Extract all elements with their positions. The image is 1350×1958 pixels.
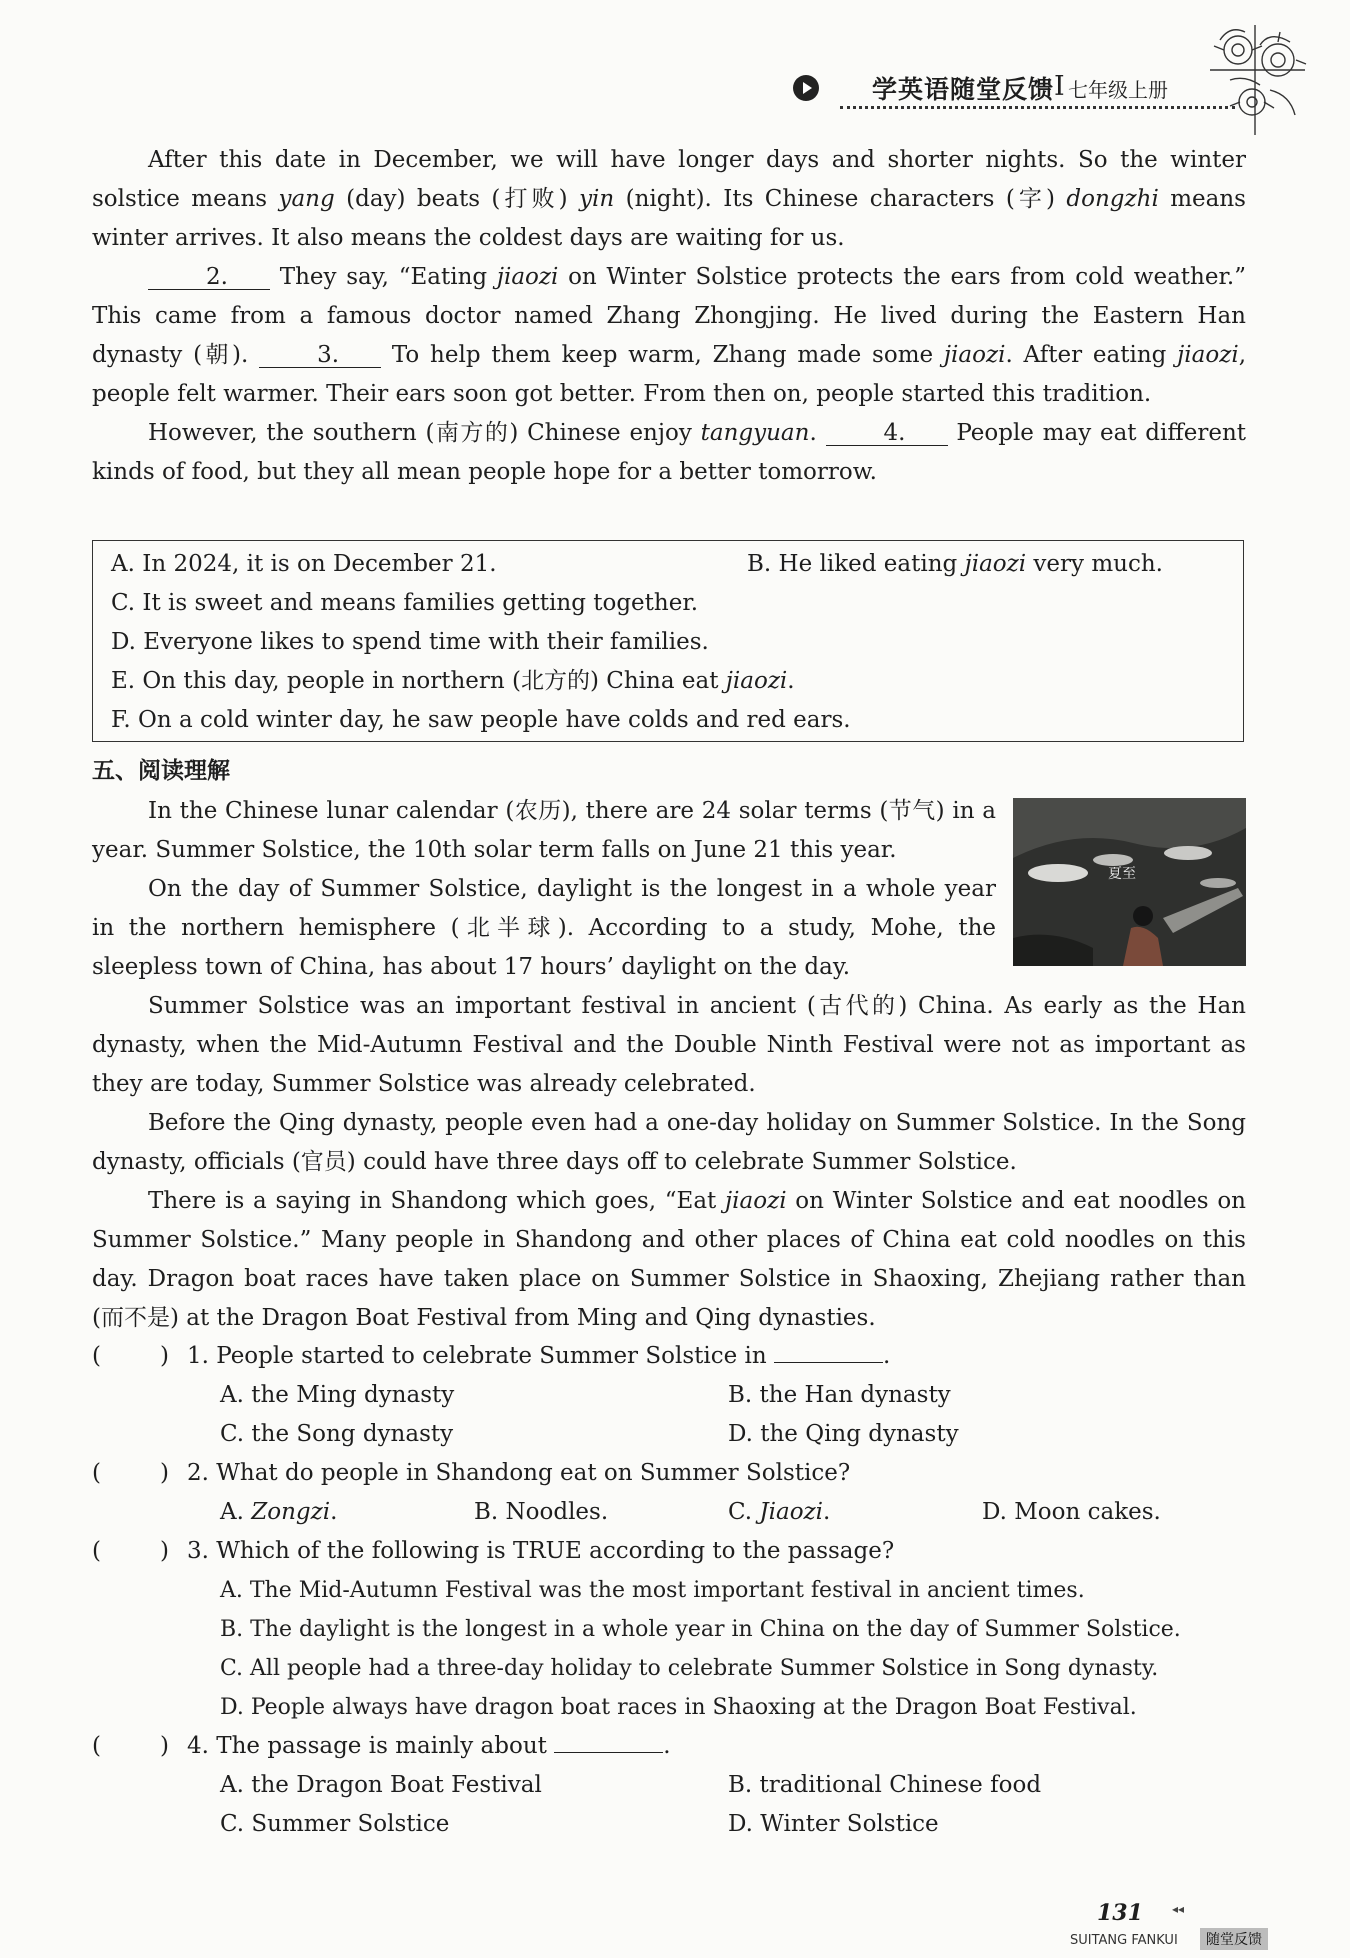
answer-blank-4[interactable]: 4. [826, 421, 948, 446]
passage1-paragraph-3 [92, 414, 1246, 492]
text-run: Zongzi [251, 1499, 331, 1525]
passage2-paragraph-3: Summer Solstice was an important festival in ancient (古代的) China. As early as the Han dynasty, when the Mid-Autumn Festival and the Double Ninth Festival were not as important as they are today, Summer Solstice was already celebrated. [92, 993, 1246, 1097]
text-run: E. On this day, people in northern (北方的) China eat [111, 668, 726, 694]
text-run: very much. [1026, 551, 1163, 577]
floral-ornament-icon [1200, 20, 1315, 140]
text-run: 4. The passage is mainly about [187, 1733, 547, 1759]
option-f: F. On a cold winter day, he saw people have colds and red ears. [111, 707, 851, 733]
text-run: . [823, 1499, 831, 1525]
text-run: on Winter Solstice and eat noodles on Summer Solstice.” Many people in Shandong and other places of China eat cold noodles on this day. Dragon boat races have taken place on Summer Solstice in Shaoxing, Zhejiang rather than (而不是) at the Dragon Boat Festival from Ming and Qing dynasties. [92, 1188, 1246, 1331]
play-icon [793, 75, 819, 101]
answer-bracket-3-open[interactable]: ( [92, 1538, 101, 1564]
answer-bracket-2-open[interactable]: ( [92, 1460, 101, 1486]
question-3-option-b[interactable]: B. The daylight is the longest in a whole year in China on the day of Summer Solstice. [220, 1617, 1181, 1642]
option-e [111, 662, 795, 701]
answer-blank-2[interactable]: 2. [148, 265, 270, 290]
options-box [92, 540, 1244, 742]
question-3-option-a[interactable]: A. The Mid-Autumn Festival was the most important festival in ancient times. [220, 1578, 1085, 1603]
question-4-option-a[interactable]: A. the Dragon Boat Festival [220, 1772, 542, 1798]
question-2-option-a[interactable] [220, 1493, 337, 1532]
text-run: means winter arrives. It also means the coldest days are waiting for us. [92, 186, 1246, 251]
pinyin-jiaozi: jiaozi [496, 264, 559, 290]
book-title: 学英语随堂反馈 [872, 75, 1055, 104]
pinyin-dongzhi: dongzhi [1066, 186, 1159, 212]
header-dotted-rule [840, 106, 1235, 109]
question-3-option-c[interactable]: C. All people had a three-day holiday to celebrate Summer Solstice in Song dynasty. [220, 1656, 1159, 1681]
text-run: on Winter Solstice protects the ears from cold weather.” This came from a famous doctor named Zhang Zhongjing. He lived during the Eastern Han dynasty (朝). [92, 264, 1246, 368]
option-c: C. It is sweet and means families getting together. [111, 590, 699, 616]
book-subtitle: 七年级上册 [1068, 78, 1168, 102]
text-run: . [883, 1343, 891, 1369]
section-title: 五、阅读理解 [92, 758, 230, 784]
pinyin-yang: yang [278, 186, 335, 212]
passage1-paragraph-1 [92, 141, 1246, 258]
text-run: B. He liked eating [747, 551, 965, 577]
question-1-option-c[interactable]: C. the Song dynasty [220, 1421, 454, 1447]
pinyin-yin: yin [579, 186, 615, 212]
text-run: . After eating [1005, 342, 1178, 368]
pinyin-jiaozi: jiaozi [725, 1188, 787, 1214]
question-2-option-c[interactable] [728, 1493, 830, 1532]
passage2-paragraph-5 [92, 1182, 1246, 1338]
page-number: 131 [1097, 1900, 1143, 1926]
text-run: . [330, 1499, 338, 1525]
question-4-stem [187, 1727, 671, 1766]
passage2-paragraph-4: Before the Qing dynasty, people even had a one-day holiday on Summer Solstice. In the Song dynasty, officials (官员) could have three days off to celebrate Summer Solstice. [92, 1110, 1246, 1175]
option-d: D. Everyone likes to spend time with their families. [111, 629, 709, 655]
dragon-boat-illustration [1013, 798, 1246, 966]
footer-tag: 随堂反馈 [1200, 1928, 1268, 1950]
answer-bracket-2-close[interactable]: ) [160, 1460, 169, 1486]
question-1-stem [187, 1337, 890, 1376]
text-run: (day) beats (打败) [334, 186, 580, 212]
text-run: , people felt warmer. Their ears soon got better. From then on, people started this tradition. [92, 342, 1246, 407]
title-separator: I [1054, 71, 1065, 102]
text-run: . [787, 668, 795, 694]
question-1-option-b[interactable]: B. the Han dynasty [728, 1382, 951, 1408]
question-1-option-a[interactable]: A. the Ming dynasty [220, 1382, 455, 1408]
question-1-option-d[interactable]: D. the Qing dynasty [728, 1421, 959, 1447]
text-run: After this date in December, we will have longer days and shorter nights. So the winter solstice means [92, 147, 1246, 212]
passage2-paragraph-1: In the Chinese lunar calendar (农历), there are 24 solar terms (节气) in a year. Summer Solstice, the 10th solar term falls on June 21 this year. [92, 798, 996, 863]
pinyin-jiaozi: jiaozi [725, 668, 788, 694]
answer-blank-3[interactable]: 3. [259, 343, 381, 368]
svg-text:夏至: 夏至 [1108, 866, 1136, 882]
answer-bracket-4-open[interactable]: ( [92, 1733, 101, 1759]
question-2-stem: 2. What do people in Shandong eat on Summer Solstice? [187, 1460, 851, 1486]
passage-1 [92, 141, 1246, 492]
arrow-left-icon: ◂◂ [1172, 1902, 1185, 1916]
text-run: (night). Its Chinese characters (字) [614, 186, 1067, 212]
question-4-option-b[interactable]: B. traditional Chinese food [728, 1772, 1042, 1798]
text-run: Jiaozi [759, 1499, 824, 1525]
text-run: To help them keep warm, Zhang made some [381, 342, 944, 368]
answer-bracket-4-close[interactable]: ) [160, 1733, 169, 1759]
text-run: People may eat different kinds of food, but they all mean people hope for a better tomorrow. [92, 420, 1246, 485]
text-run: C. [728, 1499, 760, 1525]
text-run: There is a saying in Shandong which goes, “Eat [148, 1188, 726, 1214]
text-run: . [663, 1733, 671, 1759]
question-2-option-b[interactable]: B. Noodles. [474, 1499, 609, 1525]
text-run: . [809, 420, 826, 446]
passage-2-body [92, 987, 1246, 1338]
question-4-blank[interactable] [554, 1752, 663, 1753]
question-4-option-d[interactable]: D. Winter Solstice [728, 1811, 939, 1837]
question-1-blank[interactable] [774, 1362, 883, 1363]
text-run: They say, “Eating [270, 264, 497, 290]
pinyin-tangyuan: tangyuan [700, 420, 810, 446]
answer-bracket-1-close[interactable]: ) [160, 1343, 169, 1369]
pinyin-jiaozi: jiaozi [964, 551, 1027, 577]
pinyin-jiaozi: jiaozi [943, 342, 1006, 368]
passage1-paragraph-2 [92, 258, 1246, 414]
question-2-option-d[interactable]: D. Moon cakes. [982, 1499, 1161, 1525]
text-run: 1. People started to celebrate Summer Solstice in [187, 1343, 767, 1369]
text-run: However, the southern (南方的) Chinese enjoy [148, 420, 701, 446]
answer-bracket-1-open[interactable]: ( [92, 1343, 101, 1369]
option-a: A. In 2024, it is on December 21. [111, 551, 497, 577]
pinyin-jiaozi: jiaozi [1177, 342, 1239, 368]
option-b [747, 545, 1163, 584]
answer-bracket-3-close[interactable]: ) [160, 1538, 169, 1564]
footer-brand: SUITANG FANKUI [1070, 1933, 1178, 1948]
question-3-option-d[interactable]: D. People always have dragon boat races in Shaoxing at the Dragon Boat Festival. [220, 1695, 1137, 1720]
passage2-paragraph-2: On the day of Summer Solstice, daylight is the longest in a whole year in the northern hemisphere (北半球). According to a study, Mohe, the sleepless town of China, has about 17 hours’ daylight on the day. [92, 876, 996, 980]
question-3-stem: 3. Which of the following is TRUE according to the passage? [187, 1538, 895, 1564]
text-run: A. [220, 1499, 252, 1525]
passage-2-intro [92, 792, 996, 987]
question-4-option-c[interactable]: C. Summer Solstice [220, 1811, 450, 1837]
